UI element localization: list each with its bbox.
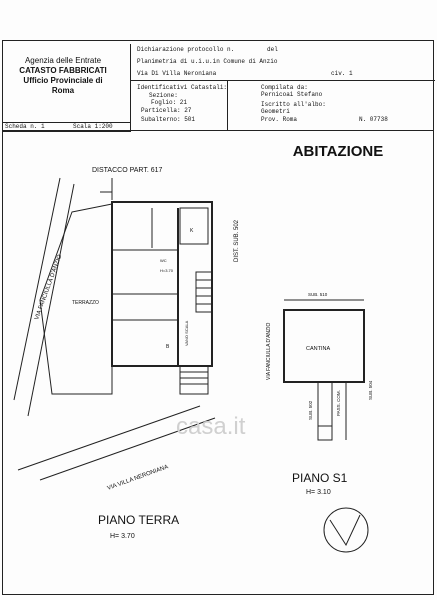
distacco-label: DISTACCO PART. 617 xyxy=(92,167,163,174)
iscritto-label: Iscritto all'albo: xyxy=(261,101,326,108)
ufficio-label: Ufficio Provinciale di xyxy=(23,76,103,85)
scheda-label: Scheda n. 1 xyxy=(5,123,45,130)
compilata-label: Compilata da: xyxy=(261,84,308,91)
sub502-label: SUB. 502 xyxy=(308,400,313,420)
scala-label: Scala 1:200 xyxy=(73,123,113,130)
street-right-label: VIA FANCIULLA D'ANZIO xyxy=(266,322,272,380)
piano-s1-title: PIANO S1 xyxy=(292,471,348,485)
kitchen-label: K xyxy=(190,228,194,234)
compilatore-name: Pernicoai Stefano xyxy=(261,91,323,98)
agency-name: Agenzia delle Entrate xyxy=(24,56,102,65)
registration-number: N. 07738 xyxy=(359,116,388,123)
watermark: casa.it xyxy=(176,413,246,440)
sub504-label: SUB. 504 xyxy=(368,380,373,400)
piano-s1-height: H= 3.10 xyxy=(306,489,331,496)
street-left-label: VIA FANCIULLA D'ANZIO xyxy=(34,253,64,321)
planimetria-text: Planimetria di u.i.u.in Comune di Anzio xyxy=(137,58,278,65)
sezione-label: Sezione: xyxy=(149,92,178,99)
particella-label: Particella: 27 xyxy=(141,107,192,114)
albo-name: Geometri xyxy=(261,108,290,115)
civic-number: civ. 1 xyxy=(331,70,353,77)
bath-label: B xyxy=(166,344,170,350)
pass-com-label: PASS. COM. xyxy=(336,390,341,416)
catasto-label: CATASTO FABBRICATI xyxy=(19,66,107,75)
subalterno-label: Subalterno: 501 xyxy=(141,116,196,123)
piano-terra-title: PIANO TERRA xyxy=(98,513,180,527)
address-text: Via Di Villa Neroniana xyxy=(137,70,217,77)
province-label: Prov. Roma xyxy=(261,116,298,123)
inner-height-label: H=3.70 xyxy=(160,268,174,273)
identificativi-label: Identificativi Catastali: xyxy=(137,84,228,91)
wc-label: WC xyxy=(160,258,167,263)
foglio-label: Foglio: 21 xyxy=(151,99,188,106)
stair-label: VANO SCALA xyxy=(184,320,189,346)
plan-title: ABITAZIONE xyxy=(292,143,384,160)
declaration-date-label: del xyxy=(267,46,278,53)
city-label: Roma xyxy=(51,86,75,95)
piano-terra-height: H= 3.70 xyxy=(110,533,135,540)
dist-sub-label: DIST. SUB. 502 xyxy=(234,219,240,262)
cantina-label: CANTINA xyxy=(306,346,331,352)
street-bottom-label: VIA VILLA NERONIANA xyxy=(106,464,170,492)
terrace-label: TERRAZZO xyxy=(72,300,99,306)
sub510-label: SUB. 510 xyxy=(308,292,328,297)
declaration-text: Dichiarazione protocollo n. xyxy=(137,46,235,53)
